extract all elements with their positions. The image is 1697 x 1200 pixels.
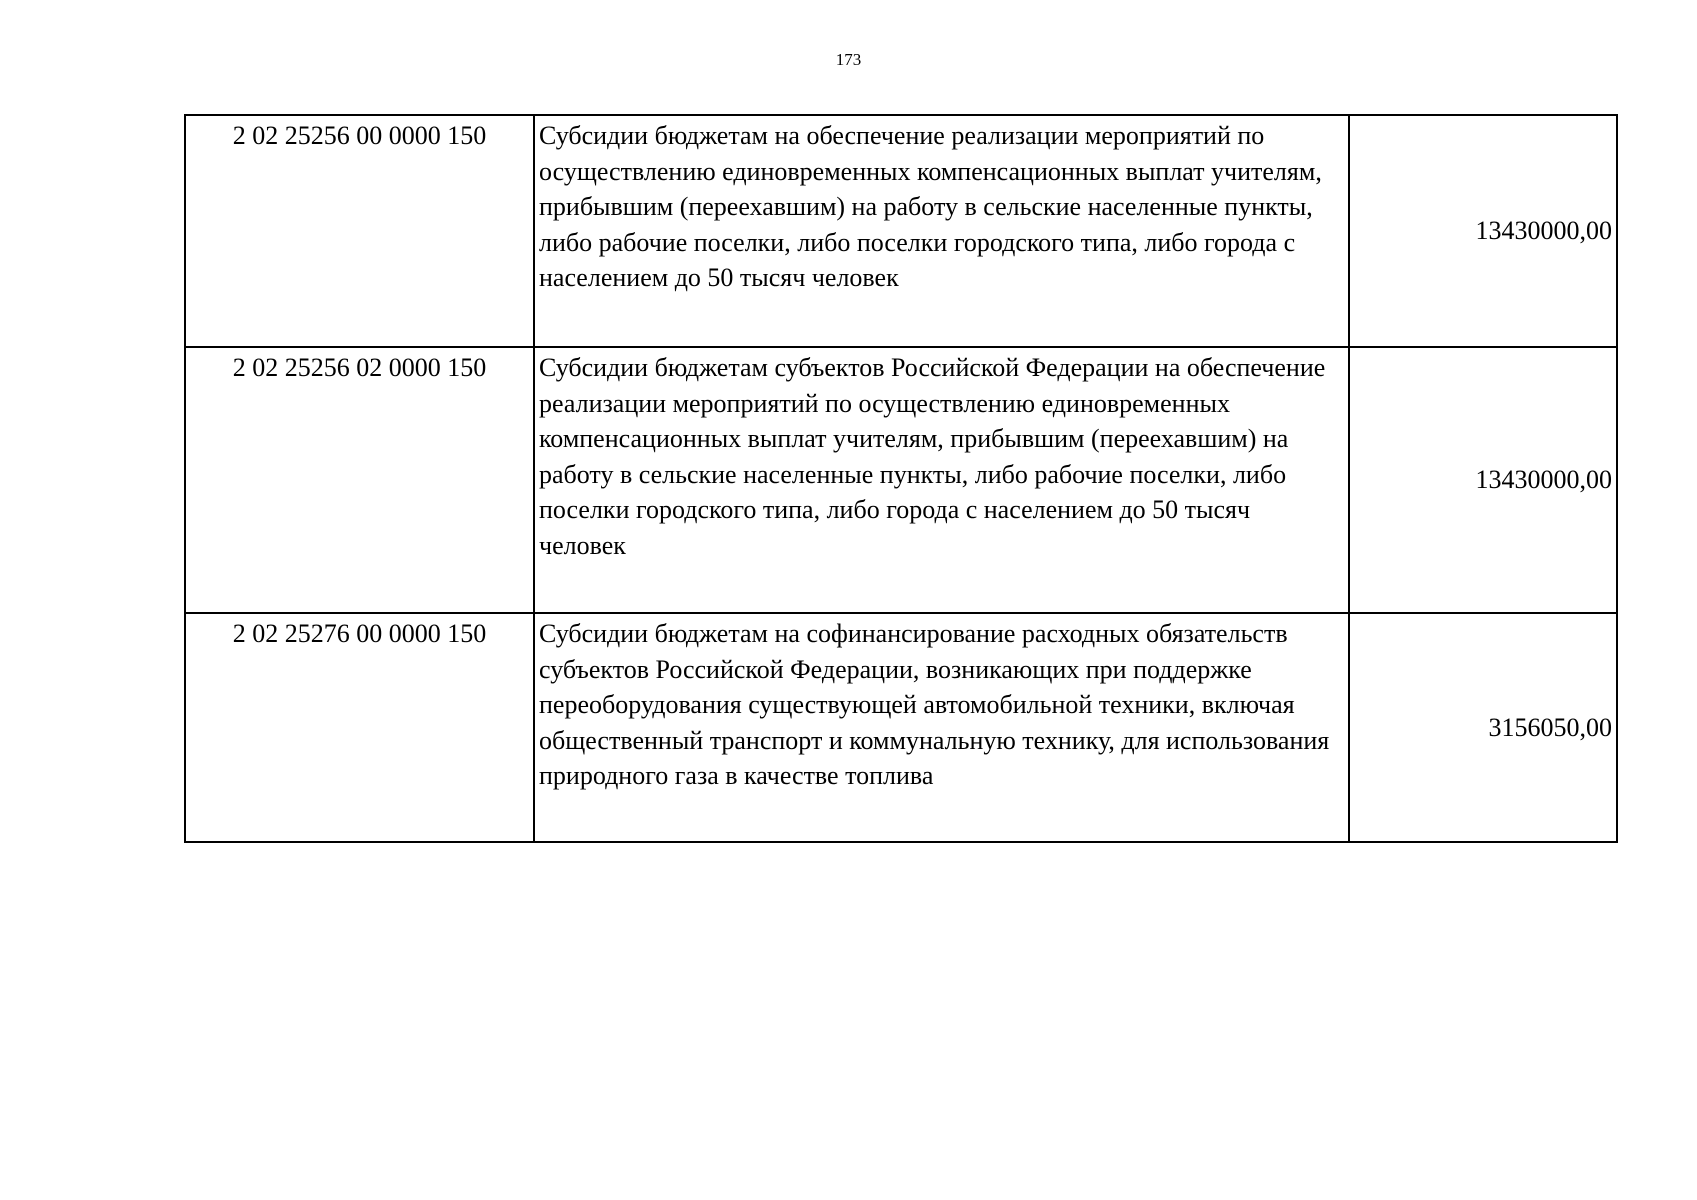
description-cell: Субсидии бюджетам на обеспечение реализации мероприятий по осуществлению единовременных компенсационных выплат учителям, прибывшим (переехавшим) на работу в сельские населенные пункты, либо рабочие поселки, либо поселки городского типа, либо города с населением до 50 тысяч человек xyxy=(534,115,1349,347)
budget-code-cell: 2 02 25256 00 0000 150 xyxy=(185,115,534,347)
amount-cell: 13430000,00 xyxy=(1349,347,1617,613)
page-number: 173 xyxy=(835,50,862,69)
budget-code-cell: 2 02 25256 02 0000 150 xyxy=(185,347,534,613)
table-row xyxy=(185,613,1617,842)
table-row xyxy=(185,115,1617,347)
table-row xyxy=(185,347,1617,613)
amount-cell: 13430000,00 xyxy=(1349,115,1617,347)
description-cell: Субсидии бюджетам субъектов Российской Федерации на обеспечение реализации мероприятий по осуществлению единовременных компенсационных выплат учителям, прибывшим (переехавшим) на работу в сельские населенные пункты, либо рабочие поселки, либо поселки городского типа, либо города с населением до 50 тысяч человек xyxy=(534,347,1349,613)
budget-table xyxy=(184,114,1618,843)
amount-cell: 3156050,00 xyxy=(1349,613,1617,842)
description-cell: Субсидии бюджетам на софинансирование расходных обязательств субъектов Российской Федерации, возникающих при поддержке переоборудования существующей автомобильной техники, включая общественный транспорт и коммунальную технику, для использования природного газа в качестве топлива xyxy=(534,613,1349,842)
budget-code-cell: 2 02 25276 00 0000 150 xyxy=(185,613,534,842)
